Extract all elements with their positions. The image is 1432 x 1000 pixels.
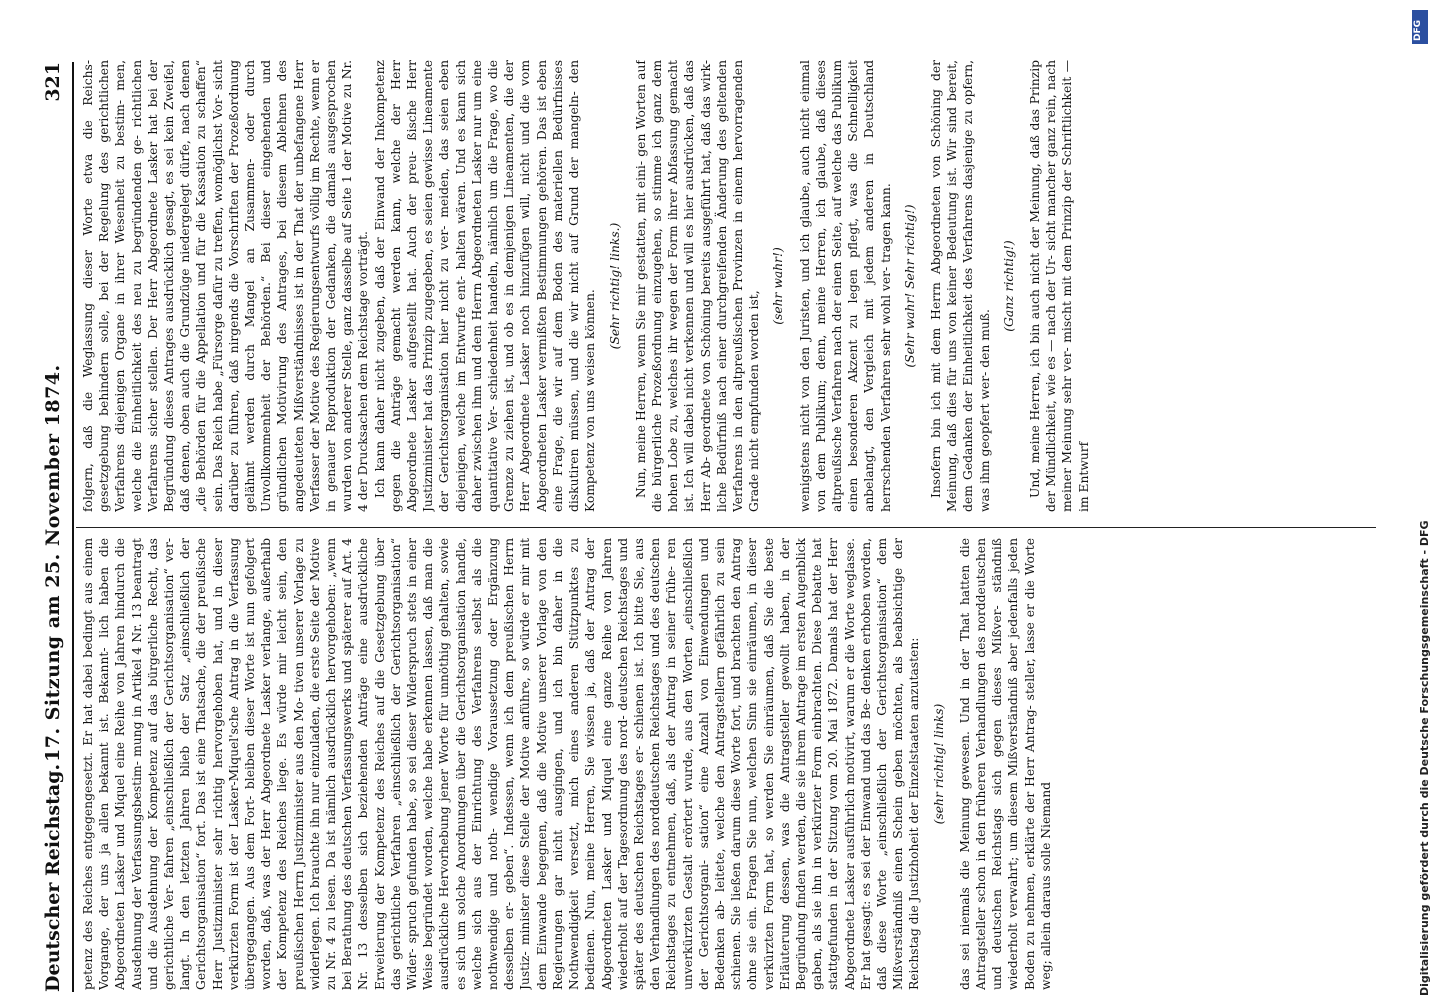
- rotated-print-page: [36, 40, 1396, 1000]
- right-interjection-2: (sehr wahr!): [771, 247, 786, 325]
- left-closing-paragraph: das sei niemals die Meinung gewesen. Und in der That hatten die Antragsteller schon in den früheren Verhandlungen des norddeutschen und deutschen Reichstags sich gegen dieses Mißver- ständniß wiederholt verwahrt; um diesem Mißverständniß aber jedenfalls jeden Boden zu nehmen, erklärte der Herr Antrag- steller, lasse er die Worte weg; allein daraus solle Niemand: [957, 538, 1053, 990]
- digitization-credit: Digitalisierung gefördert durch die Deutsche Forschungsgemeinschaft - DFG: [1418, 520, 1431, 996]
- right-paragraph-4: wenigstens nicht von den Juristen, und ich glaube, auch nicht einmal von dem Publikum; denn, meine Herren, ich glaube, daß dieses altpreußische Verfahren nach der einen Seite, auf welche das Publikum einen besonderen Akzent zu legen pflegt, was die Schnelligkeit anbelangt, den Vergleich mit jedem anderen in Deutschland herrschenden Verfahren sehr wohl ver- tragen kann.: [797, 60, 893, 512]
- session-date: 17. Sitzung am 25. November 1874.: [42, 364, 64, 762]
- dfg-logo: [1412, 10, 1428, 44]
- right-paragraph-6: Und, meine Herren, ich bin auch nicht der Meinung, daß das Prinzip der Mündlichkeit, wie es — nach der Ur- sicht mancher ganz rein, nach meiner Meinung sehr ver- mischt mit dem Prinzip der Schriftlichkeit — im Entwurf: [1027, 60, 1091, 512]
- right-column: [80, 60, 1390, 512]
- column-divider: [76, 527, 1376, 528]
- left-interjection-1: (sehr richtig! links): [931, 703, 946, 825]
- right-paragraph-1: folgern, daß die Weglassung dieser Worte etwa die Reichs- gesetzgebung behindern solle, bei der Regelung des gerichtlichen Verfahrens diejenigen Organe in ihrer Wesenheit zu bestim- men, welche die Einheitlichkeit des neu zu begründenden ge- richtlichen Verfahrens sicher stellen. Der Herr Abgeordnete Lasker hat bei der Begründung dieses Antrages ausdrücklich gesagt, es sei kein Zweifel, daß denen, oben auch die Grundzüge niedergelegt dürfe, nach denen „die Behörden für die Appellation und für die Kassation zu schaffen“ sein. Das Reich habe „Fürsorge dafür zu treffen, womöglichst Vor- sicht darüber zu führen, daß nirgends die Vorschriften der Prozeßordnung gelähmt werden durch Mangel an Zusammen- oder durch Unvollkommenheit der Behörden.“ Bei dieser eingehenden und gründlichen Motivirung des Antrages, bei diesem Ablehnen des angedeuteten Mißverständnisses ist in der That der unbefangene Herr Verfasser der Motive des Regierungsentwurfs völlig im Rechte, wenn er in genauer Reproduktion der Gedanken, die damals ausgesprochen wurden von anderer Stelle, ganz dasselbe auf Seite 1 der Motive zu Nr. 4 der Drucksachen dem Reichstage vorträgt.: [81, 60, 371, 512]
- right-interjection-1: (Sehr richtig! links.): [607, 222, 622, 350]
- right-interjection-4: (Ganz richtig!): [1001, 240, 1016, 332]
- right-paragraph-5: Insofern bin ich mit dem Herrn Abgeordneten von Schöning der Meinung, daß dies für uns von keiner Bedeutung ist. Wir sind bereit, dem Gedanken der Einheitlichkeit des Verfahrens dasjenige zu opfern, was ihm geopfert wer- den muß.: [928, 60, 992, 512]
- right-paragraph-3: Nun, meine Herren, wenn Sie mir gestatten, mit eini- gen Worten auf die bürgerliche Prozeßordnung einzugehen, so stimme ich ganz dem hohen Lobe zu, welches ihr wegen der Form ihrer Abfassung gemacht ist. Ich will dabei nicht verkennen und will es hier ausdrücken, daß das Herr Ab- geordnete von Schöning bereits ausgeführt hat, daß das wirk- liche Bedürfniß nach einer durchgreifenden Änderung des geltenden Verfahrens in den altpreußischen Provinzen in einem hervorragenden Grade nicht empfunden worden ist,: [633, 60, 762, 512]
- journal-title: Deutscher Reichstag.: [42, 763, 64, 992]
- right-paragraph-2: Ich kann daher nicht zugeben, daß der Einwand der Inkompetenz gegen die Anträge gemacht werden kann, welche der Herr Abgeordnete Lasker aufgestellt hat. Auch der preu- ßische Herr Justizminister hat das Prinzip zugegeben, es seien gewisse Lineamente der Gerichtsorganisation hier nicht zu ver- meiden, das seien eben diejenigen, welche im Entwurfe ent- halten wären. Und es kann sich daher zwischen ihm und dem Herrn Abgeordneten Lasker nur um eine quantitative Ver- schiedenheit handeln, nämlich um die Frage, wo die Grenze zu ziehen ist, und ob es in demjenigen Lineamenten, die der Herr Abgeordnete Lasker noch hinzufügen will, nicht und die vom Abgeordneten Lasker vermißten Bestimmungen gehören. Das ist eben eine Frage, die wir auf dem Boden des materiellen Bedürfnisses diskutiren müssen, und die wir nicht auf Grund der mangeln- den Kompetenz von uns weisen können.: [372, 60, 598, 512]
- dfg-logo-text: DFG: [1413, 19, 1423, 41]
- page-number: 321: [42, 62, 64, 102]
- header-rule: [72, 62, 74, 992]
- left-column: [80, 538, 1390, 990]
- running-head: [42, 62, 70, 992]
- left-paragraph-1: petenz des Reiches entgegengesetzt. Er hat dabei bedingt aus einem Vorgange, der uns ja allen bekannt ist. Bekannt- lich haben die Abgeordneten Lasker und Miquel eine Reihe von Jahren hindurch die Ausdehnung der Verfassungsbestim- mung in Artikel 4 Nr. 13 beantragt und die Ausdehnung der Kompetenz auf das bürgerliche Recht, das gerichtliche Ver- fahren „einschließlich der Gerichtsorganisation“ ver- langt. In den letzten Jahren blieb der Satz „einschließlich der Gerichtsorganisation“ fort. Das ist eine Thatsache, die der preußische Herr Justizminister sehr richtig hervorgehoben hat, und in dieser verkürzten Form ist der Lasker-Miquel'sche Antrag in die Verfassung übergegangen. Aus dem Fort- bleiben dieser Worte ist nun gefolgert worden, daß, was der Herr Abgeordnete Lasker verlange, außerhalb der Kompetenz des Reiches liege. Es würde mir leicht sein, den preußischen Herrn Justizminister aus den Mo- tiven unserer Vorlage zu widerlegen. Ich brauchte ihn nur einzuladen, die erste Seite der Motive zu Nr. 4 zu lesen. Da ist nämlich ausdrücklich hervorgehoben: „wenn bei Berathung des deutschen Verfassungswerks und späterer auf Art. 4 Nr. 13 desselben sich beziehenden Anträge eine ausdrückliche Erweiterung der Kompetenz des Reiches auf die Gesetzgebung über das gerichtliche Verfahren „einschließlich der Gerichtsorganisation“ Wider- spruch gefunden habe, so sei dieser Widerspruch stets in einer Weise begründet worden, welche habe erkennen lassen, daß man die ausdrückliche Hervorhebung jener Worte für unnöthig gehalten, sowie es sich um solche Anordnungen über die Gerichtsorganisation handle, welche sich aus der Einrichtung des Verfahrens selbst als die nothwendige und noth- wendige Voraussetzung oder Ergänzung desselben er- geben“. Indessen, wenn ich dem preußischen Herrn Justiz- minister diese Stelle der Motive anführe, so würde er mir mit dem Einwande begegnen, daß die Motive unserer Vorlage von den Regierungen gar nicht ausgingen, und ich bin daher in die Nothwendigkeit versetzt, mich eines anderen Stützpunktes zu bedienen. Nun, meine Herren, Sie wissen ja, daß der Antrag der Abgeordneten Lasker und Miquel eine ganze Reihe von Jahren wiederholt auf der Tagesordnung des nord- deutschen Reichstages und später des deutschen Reichstages er- schienen ist. Ich bitte Sie, aus den Verhandlungen des norddeutschen Reichstages und des deutschen Reichstages zu entnehmen, daß, als der Antrag in seiner frühe- ren unverkürzten Gestalt erörtert wurde, aus den Worten „einschließlich der Gerichtsorgani- sation“ eine Anzahl von Einwendungen und Bedenken ab- leitete, welche den Antragstellern gefährlich zu sein schienen. Sie ließen darum diese Worte fort, und brachten den Antrag ohne sie ein. Fragen Sie nun, welchen Sinn sie einräumen, in dieser verkürzten Form hat, so werden Sie einräumen, daß Sie die beste Erläuterung dessen, was die Antragsteller gewollt haben, in der Begründung finden werden, die sie ihrem Antrage im ersten Augenblick gaben, als sie ihn in verkürzter Form einbrachten. Diese Debatte hat stattgefunden in der Sitzung vom 20. Mai 1872. Damals hat der Herr Abgeordnete Lasker ausführlich motivirt, warum er die Worte weglasse. Er hat gesagt: es sei der Einwand und das Be- denken erhoben worden, daß diese Worte „einschließlich der Gerichtsorganisation“ dem Mißverständniß einen Schein geben möchten, als beabsichtige der Reichstag die Justizhoheit der Einzelstaaten anzutasten:: [81, 538, 922, 990]
- right-interjection-3: (Sehr wahr! Sehr richtig!): [902, 204, 917, 368]
